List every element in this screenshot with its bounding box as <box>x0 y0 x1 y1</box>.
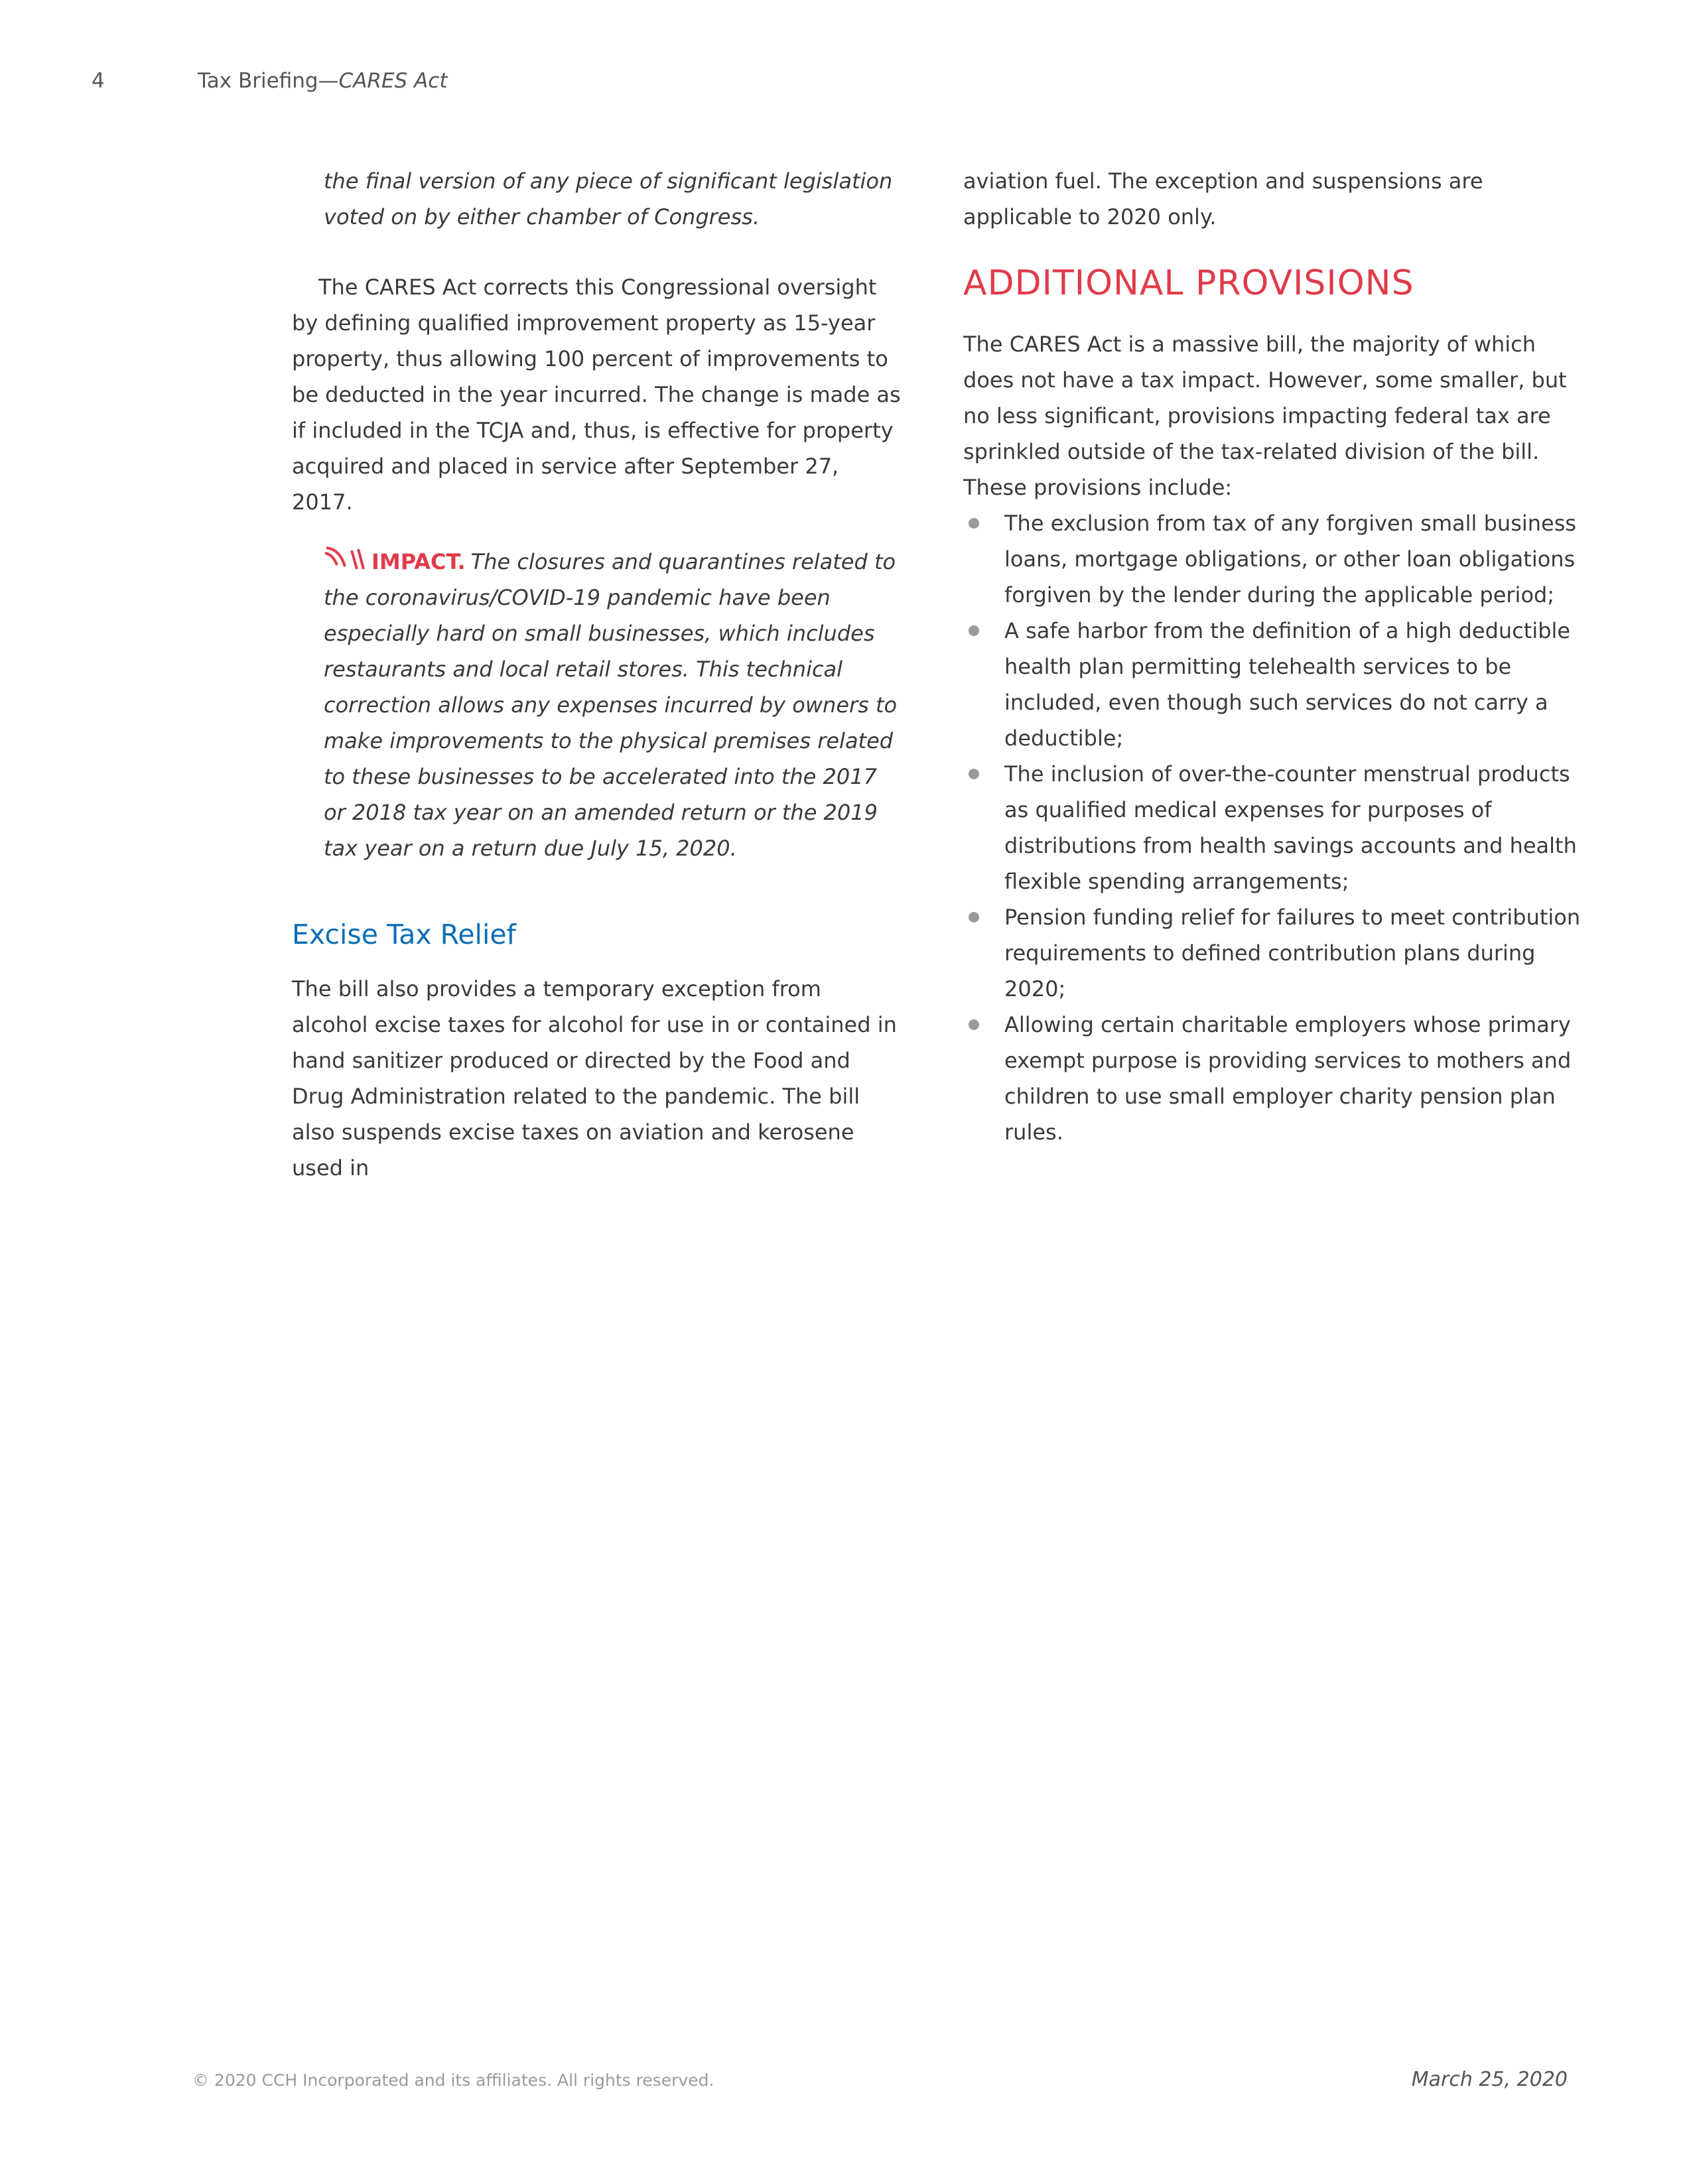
list-item <box>963 1007 1587 1150</box>
provisions-list <box>963 505 1587 1150</box>
right-column <box>963 163 1587 1150</box>
bullet-icon <box>969 769 979 779</box>
list-item-text: Allowing certain charitable employers whose primary exempt purpose is providing services to mothers and children to use small employer charity pension plan rules. <box>1004 1012 1572 1145</box>
impact-label: IMPACT. <box>371 549 466 574</box>
quote-continuation: the final version of any piece of significant legislation voted on by either chamber of Congress. <box>324 168 893 229</box>
additional-provisions-heading: ADDITIONAL PROVISIONS <box>963 263 1414 303</box>
impact-signal-icon <box>324 545 368 573</box>
running-header <box>198 69 447 93</box>
list-item-text: Pension funding relief for failures to meet contribution requirements to defined contribution plans during 2020; <box>1004 905 1581 1001</box>
list-item-text: The exclusion from tax of any forgiven small business loans, mortgage obligations, or other loan obligations forgiven by the lender during the applicable period; <box>1004 511 1577 608</box>
impact-callout <box>292 544 902 866</box>
list-item-text: The inclusion of over-the-counter menstrual products as qualified medical expenses for purposes of distributions from health savings accounts and health flexible spending arrangements; <box>1004 761 1577 894</box>
running-header-title: Tax Briefing— <box>198 69 339 93</box>
provisions-intro: The CARES Act is a massive bill, the majority of which does not have a tax impact. However, some smaller, but no less significant, provisions impacting federal tax are sprinkled outside of the tax-related division of the bill. These provisions include: <box>963 332 1567 500</box>
footer-copyright: © 2020 CCH Incorporated and its affiliates. All rights reserved. <box>192 2071 714 2090</box>
list-item <box>963 505 1587 613</box>
list-item <box>963 756 1587 899</box>
list-item-text: A safe harbor from the definition of a high deductible health plan permitting telehealth services to be included, even though such services do not carry a deductible; <box>1004 618 1571 751</box>
page-number: 4 <box>92 69 105 93</box>
bullet-icon <box>969 625 979 636</box>
body-paragraph: The CARES Act corrects this Congressional oversight by defining qualified improvement property as 15-year property, thus allowing 100 percent of improvements to be deducted in the year incurred. The change is made as if included in the TCJA and, thus, is effective for property acquired and placed in service after September 27, 2017. <box>292 275 901 515</box>
excise-tax-heading: Excise Tax Relief <box>292 919 516 950</box>
list-item <box>963 899 1587 1007</box>
footer-date: March 25, 2020 <box>1411 2068 1568 2091</box>
impact-text: The closures and quarantines related to the coronavirus/COVID-19 pandemic have been especially hard on small businesses, which includes restaurants and local retail stores. This technical correction allows any expenses incurred by owners to make improvements to the physical premises related to these businesses to be accelerated into the 2017 or 2018 tax year on an amended return or the 2019 tax year on a return due July 15, 2020. <box>324 549 898 861</box>
list-item <box>963 613 1587 756</box>
running-header-title-italic: CARES Act <box>338 69 448 93</box>
continuation-paragraph: aviation fuel. The exception and suspensions are applicable to 2020 only. <box>963 168 1483 229</box>
bullet-icon <box>969 1019 979 1030</box>
bullet-icon <box>969 518 979 529</box>
excise-paragraph: The bill also provides a temporary exception from alcohol excise taxes for alcohol for use in or contained in hand sanitizer produced or directed by the Food and Drug Administration related to the pandemic. The bill also suspends excise taxes on aviation and kerosene used in <box>292 976 897 1181</box>
left-column <box>292 163 902 1186</box>
bullet-icon <box>969 912 979 923</box>
